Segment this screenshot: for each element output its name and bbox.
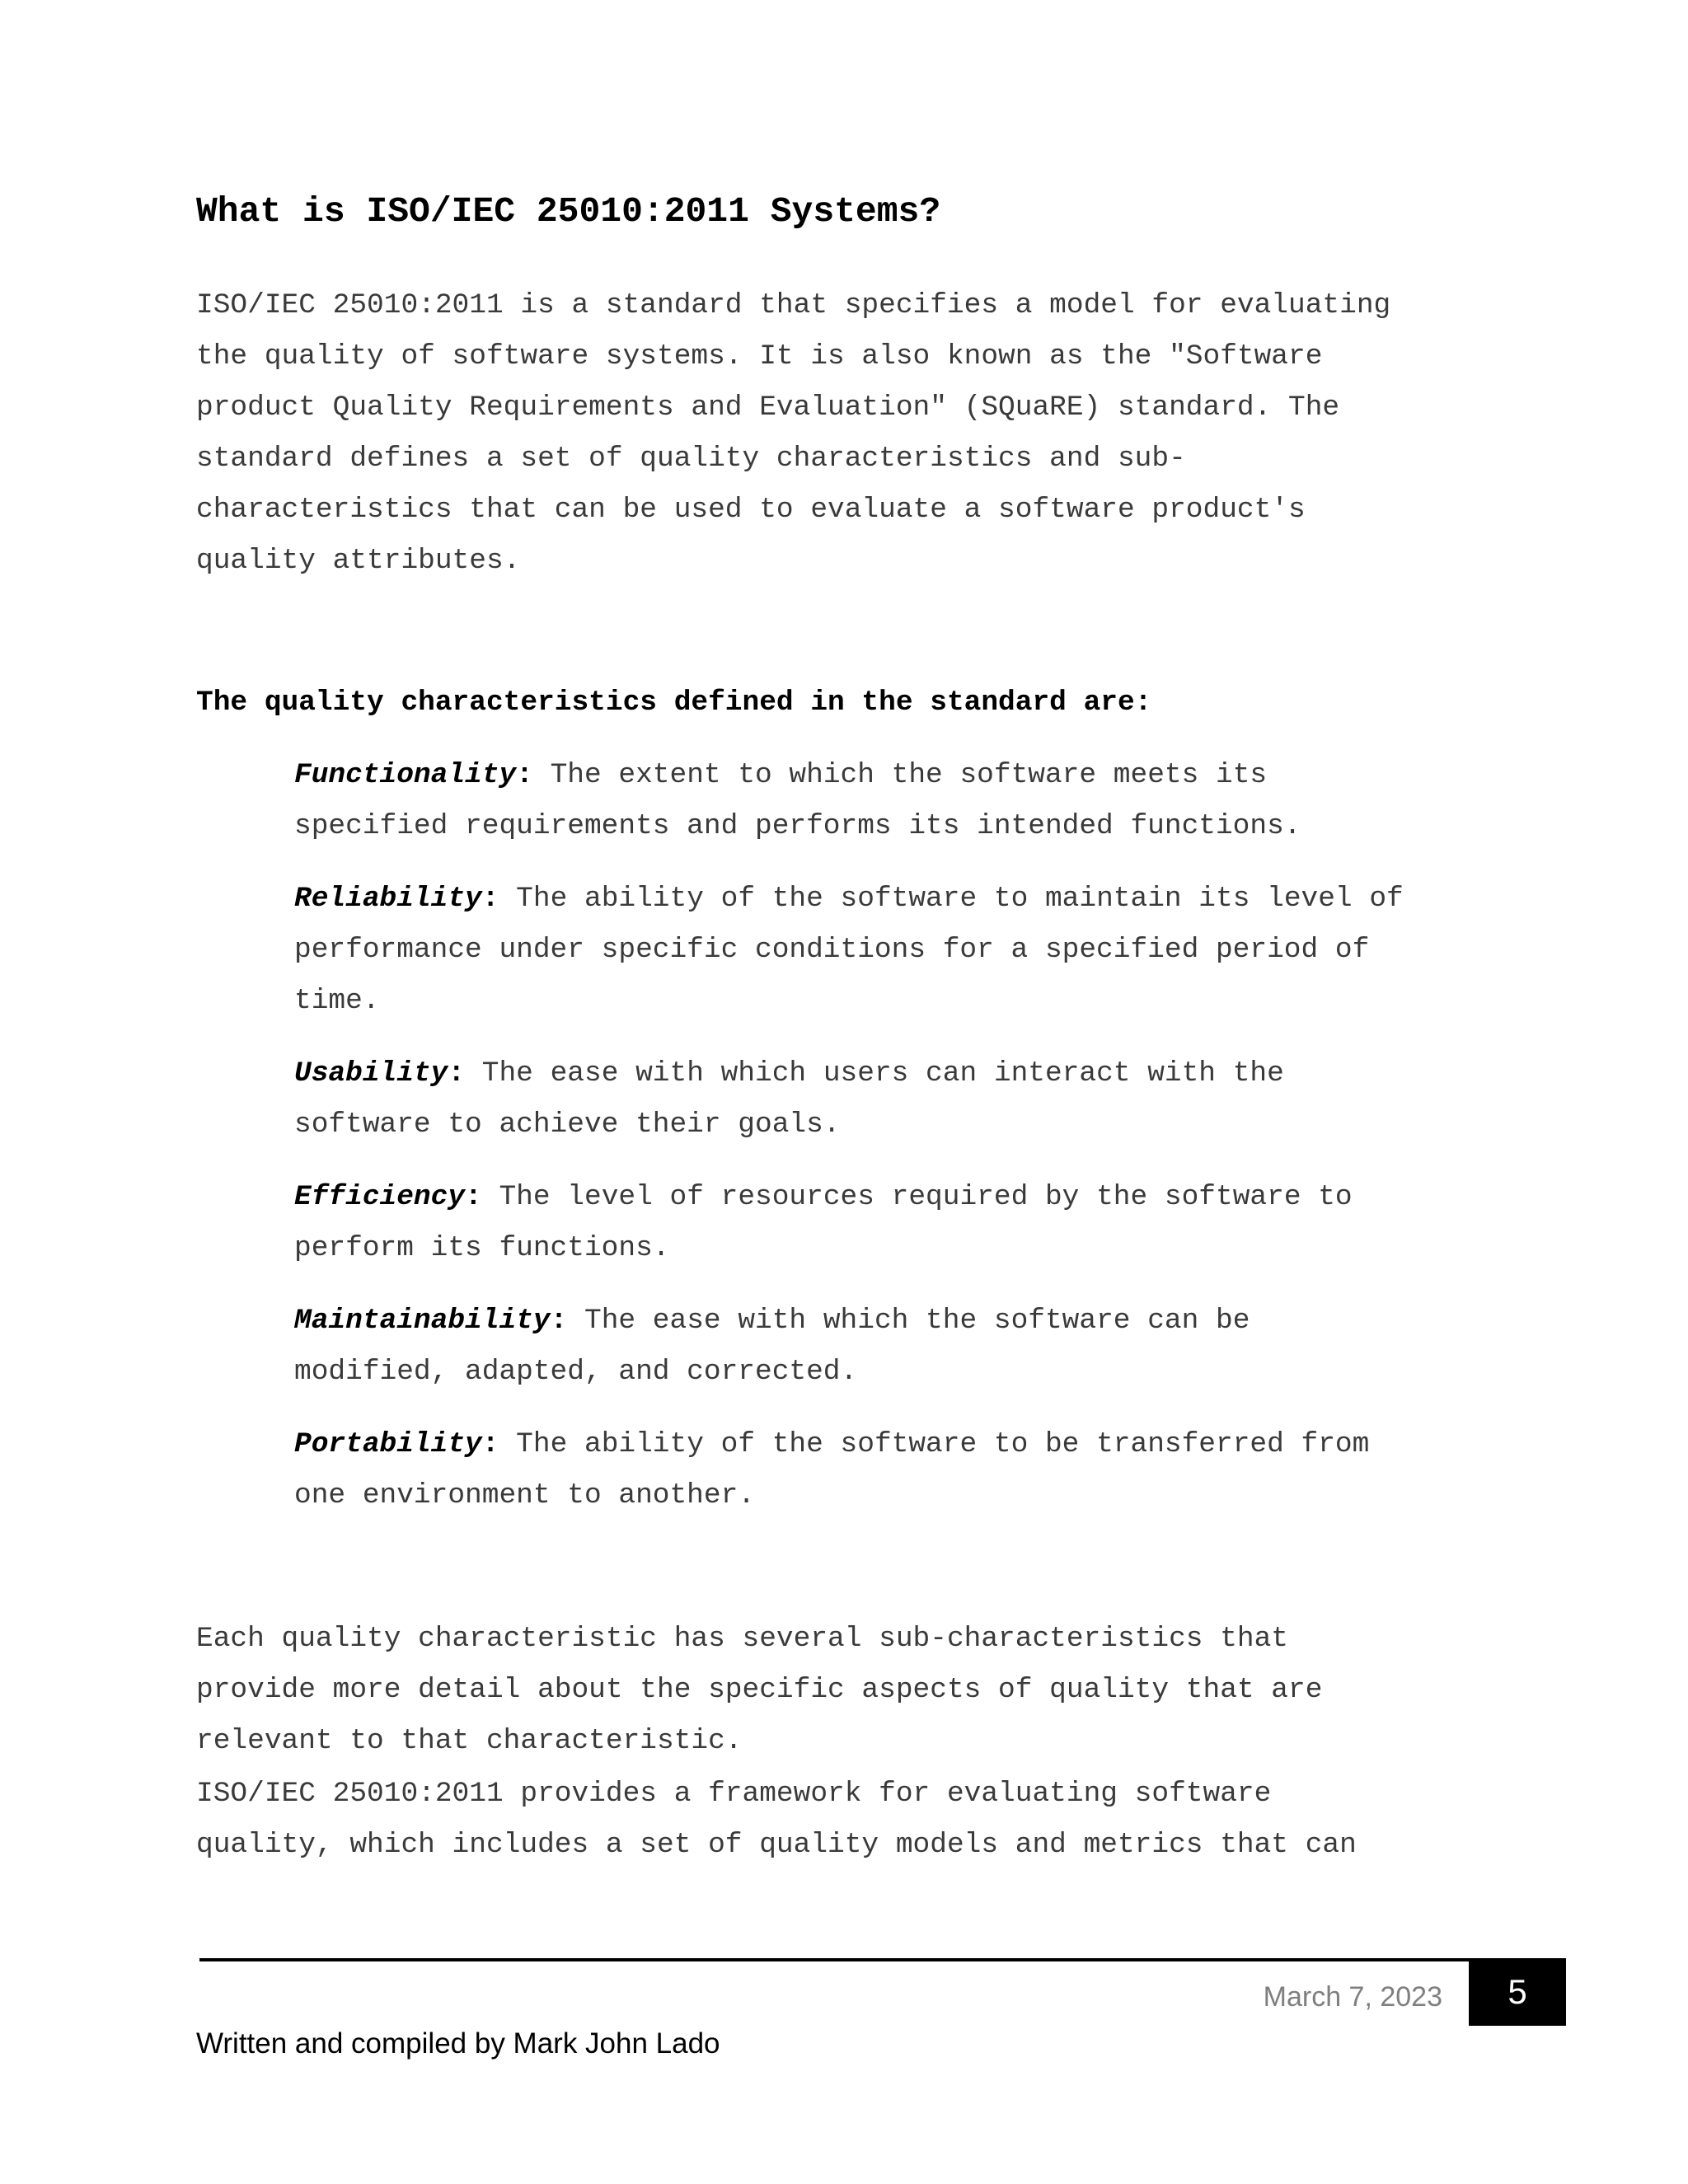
characteristic-efficiency: Efficiency: The level of resources required by the software to perform its functions. [294, 1181, 1353, 1264]
characteristic-usability: Usability: The ease with which users can interact with the software to achieve their goals. [294, 1057, 1284, 1141]
intro-line-4: standard defines a set of quality characteristics and sub- [196, 443, 1186, 475]
characteristic-term: Maintainability [294, 1305, 551, 1337]
intro-line-2: the quality of software systems. It is also known as the "Software [196, 340, 1323, 373]
characteristic-text-line: one environment to another. [294, 1479, 755, 1511]
characteristic-maintainability: Maintainability: The ease with which the software can be modified, adapted, and corrected. [294, 1305, 1250, 1388]
footer-divider [199, 1958, 1472, 1961]
characteristic-text-line: perform its functions. [294, 1232, 670, 1264]
sub-line-2: provide more detail about the specific aspects of quality that are [196, 1674, 1323, 1706]
characteristic-term: Efficiency [294, 1181, 466, 1213]
framework-line-1: ISO/IEC 25010:2011 provides a framework for evaluating software [196, 1778, 1272, 1810]
characteristic-text-line: specified requirements and performs its intended functions. [294, 810, 1301, 842]
framework-paragraph [196, 1769, 1357, 1871]
characteristic-text-line: time. [294, 985, 380, 1017]
characteristic-text-line: modified, adapted, and corrected. [294, 1356, 858, 1388]
intro-line-1: ISO/IEC 25010:2011 is a standard that specifies a model for evaluating [196, 289, 1391, 321]
framework-line-2: quality, which includes a set of quality models and metrics that can [196, 1829, 1357, 1861]
characteristic-text-line: software to achieve their goals. [294, 1108, 841, 1141]
page-number: 5 [1507, 1972, 1527, 2011]
intro-line-6: quality attributes. [196, 545, 521, 577]
intro-line-5: characteristics that can be used to evaluate a software product's [196, 494, 1306, 526]
characteristic-term: Functionality [294, 759, 517, 791]
characteristic-text-line: performance under specific conditions for a specified period of [294, 934, 1370, 966]
sub-line-3: relevant to that characteristic. [196, 1725, 743, 1757]
footer-date: March 7, 2023 [1263, 1981, 1442, 2013]
page-number-badge [1469, 1958, 1566, 2026]
characteristic-functionality: Functionality: The extent to which the software meets its specified requirements and performs its intended functions. [294, 759, 1301, 842]
sub-line-1: Each quality characteristic has several sub-characteristics that [196, 1623, 1289, 1655]
characteristic-text-line: The ease with which the software can be [567, 1305, 1250, 1337]
characteristic-term: Portability [294, 1428, 482, 1460]
characteristic-portability: Portability: The ability of the software to be transferred from one environment to another. [294, 1428, 1370, 1511]
characteristic-text-line: The ability of the software to be transferred from [499, 1428, 1370, 1460]
characteristics-heading: The quality characteristics defined in the standard are: [196, 687, 1152, 719]
characteristic-reliability: Reliability: The ability of the software to maintain its level of performance under specific conditions for a specified period of time. [294, 883, 1404, 1017]
characteristic-text-line: The level of resources required by the software to [481, 1181, 1353, 1213]
characteristic-text-line: The ability of the software to maintain its level of [499, 883, 1404, 915]
characteristic-term: Reliability [294, 883, 482, 915]
characteristic-term: Usability [294, 1057, 448, 1090]
characteristic-text-line: The extent to which the software meets its [532, 759, 1268, 791]
characteristic-text-line: The ease with which users can interact with the [465, 1057, 1284, 1090]
intro-line-3: product Quality Requirements and Evaluation" (SQuaRE) standard. The [196, 391, 1340, 424]
footer-author: Written and compiled by Mark John Lado [196, 2027, 720, 2060]
page-title: What is ISO/IEC 25010:2011 Systems? [196, 191, 941, 232]
intro-paragraph [196, 280, 1390, 587]
sub-characteristics-paragraph [196, 1614, 1322, 1767]
